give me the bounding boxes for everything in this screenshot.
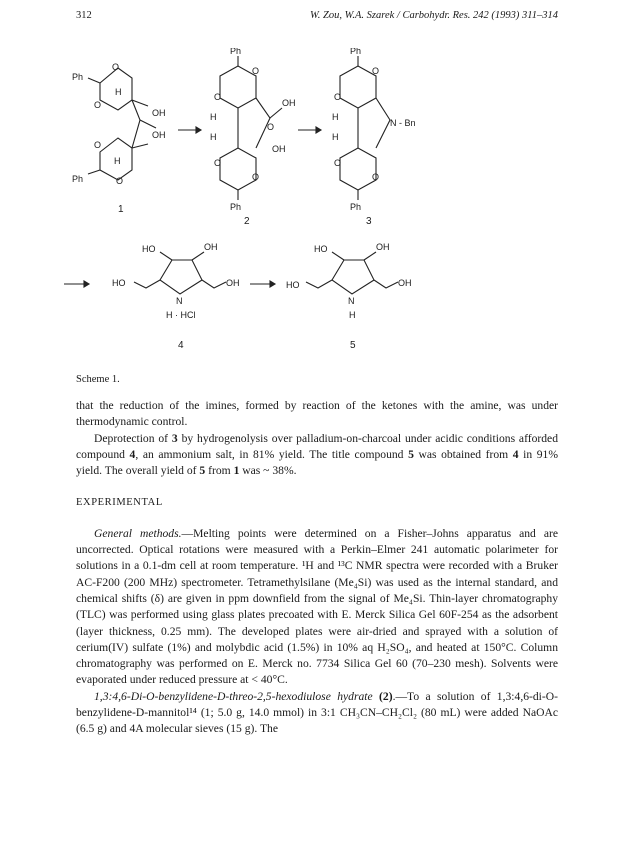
text-run: —Melting points were determined on a Fisher–Johns apparatus and are uncorrected. Optical rotations were measured with a Perkin–Elmer 241 automatic polarimeter for solutions in a 0.1-dm cell at room temperature. ¹H and ¹³C NMR spectra were recorded with a Bruker AC-F200 (200 MHz) spectrometer. Tetramethylsilane (Me₄Si) was used as the internal standard, and chemical shifts (δ) are given in ppm downfield from the signal of Me₄Si. Thin-layer chromatography (TLC) was performed using glass plates precoated with E. Merck Silica Gel 60F-254 as the adsorbent (layer thickness, 0.25 mm). The developed plates were air-dried and sprayed with a solution of cerium(IV) sulfate (1%) and molybdic acid (1.5%) in 10% aq H₂SO₄, and heated at 150°C. Column chromatography was performed on E. Merck no. 7734 Silica Gel 60 (70–230 mesh). Solvents were evaporated under reduced pressure at < 40°C. xyxy=(76,526,558,687)
c4-ho-2: HO xyxy=(112,278,126,288)
paragraph-title: General methods. xyxy=(94,526,182,540)
c4-hcl: H · HCl xyxy=(166,310,196,320)
compound-4-label: 4 xyxy=(178,340,184,351)
compound-5-structure xyxy=(286,242,412,351)
paragraph-deprotection xyxy=(76,431,558,480)
compound-ref: (2) xyxy=(379,689,393,703)
c5-ho-2: HO xyxy=(286,280,300,290)
compound-ref: 5 xyxy=(199,464,206,478)
text-run: , an ammonium salt, in 81% yield. The title compound xyxy=(135,447,409,461)
compound-ref: 4 xyxy=(129,447,136,461)
c1-h-2: H xyxy=(114,156,121,166)
compound-3-structure xyxy=(332,48,416,227)
c1-ph-bottom: Ph xyxy=(72,174,84,184)
c5-n: N xyxy=(348,296,355,306)
paragraph-continuation: that the reduction of the imines, formed by reaction of the ketones with the amine, was under thermodynamic control. xyxy=(76,399,558,429)
c3-o-1: O xyxy=(372,66,380,76)
c2-h-1: H xyxy=(210,112,217,122)
arrow-1-to-2 xyxy=(178,127,201,133)
arrow-3-to-4 xyxy=(64,281,89,287)
c3-h-1: H xyxy=(332,112,339,122)
c4-ho-1: HO xyxy=(142,244,156,254)
c1-ph-top: Ph xyxy=(72,72,84,82)
compound-ref: 4 xyxy=(512,447,519,461)
c2-oh-2: OH xyxy=(272,144,286,154)
compound-ref: 3 xyxy=(171,431,178,445)
c2-o-4: O xyxy=(252,172,260,182)
c4-oh-1: OH xyxy=(204,242,218,252)
compound-3-label: 3 xyxy=(366,216,372,227)
c5-ho-1: HO xyxy=(314,244,328,254)
c1-o-1: O xyxy=(112,62,120,72)
c3-n-bn: N - Bn xyxy=(390,118,416,128)
c2-o-bridge: O xyxy=(267,122,275,132)
c1-h-1: H xyxy=(115,87,122,97)
compound-5-label: 5 xyxy=(350,340,356,351)
paragraph-general-methods xyxy=(76,526,558,689)
compound-1-structure xyxy=(72,62,166,215)
c2-h-2: H xyxy=(210,132,217,142)
c5-oh-2: OH xyxy=(398,278,412,288)
c2-o-2: O xyxy=(214,92,222,102)
arrow-4-to-5 xyxy=(250,281,275,287)
c4-oh-2: OH xyxy=(226,278,240,288)
text-run: was ~ 38%. xyxy=(239,464,297,478)
compound-1-label: 1 xyxy=(118,204,124,215)
article-body xyxy=(76,398,558,738)
paragraph-compound-2-prep xyxy=(76,689,558,738)
compound-2-label: 2 xyxy=(244,216,250,227)
page-number: 312 xyxy=(76,10,92,21)
c2-ph-bottom: Ph xyxy=(230,202,242,212)
c2-ph-top: Ph xyxy=(230,48,242,56)
c4-n: N xyxy=(176,296,183,306)
compound-ref: 1 xyxy=(233,464,240,478)
text-run: was obtained from xyxy=(413,447,513,461)
text-run: from xyxy=(205,464,234,478)
c1-oh-1: OH xyxy=(152,108,166,118)
paragraph-title: 1,3:4,6-Di-O-benzylidene-D-threo-2,5-hexodiulose hydrate xyxy=(94,689,373,703)
reaction-scheme xyxy=(60,48,570,368)
c5-oh-1: OH xyxy=(376,242,390,252)
text-run: by hydrogenolysis over palladium-on-charcoal under acidic conditions afforded compound xyxy=(76,431,558,461)
arrow-2-to-3 xyxy=(298,127,321,133)
c2-o-1: O xyxy=(252,66,260,76)
c5-h: H xyxy=(349,310,356,320)
scheme-drawing xyxy=(60,48,570,368)
c3-o-4: O xyxy=(372,172,380,182)
c3-h-2: H xyxy=(332,132,339,142)
scheme-caption: Scheme 1. xyxy=(76,374,120,385)
compound-2-structure xyxy=(210,48,296,227)
c2-o-3: O xyxy=(214,158,222,168)
c3-o-2: O xyxy=(334,92,342,102)
c1-o-3: O xyxy=(94,140,102,150)
compound-ref: 5 xyxy=(408,447,414,461)
page-header xyxy=(76,10,558,26)
c1-o-4: O xyxy=(116,176,124,186)
c1-o-2: O xyxy=(94,100,102,110)
section-heading: EXPERIMENTAL xyxy=(76,497,163,509)
c2-oh-1: OH xyxy=(282,98,296,108)
compound-4-structure xyxy=(112,242,240,351)
text-run: in 91% yield. The overall yield of xyxy=(76,447,559,478)
c3-ph-top: Ph xyxy=(350,48,362,56)
text-run: Deprotection of xyxy=(94,431,172,445)
c3-ph-bottom: Ph xyxy=(350,202,362,212)
running-head: W. Zou, W.A. Szarek / Carbohydr. Res. 242 (1993) 311–314 xyxy=(309,10,558,21)
c1-oh-2: OH xyxy=(152,130,166,140)
text-run: .—To a solution of 1,3:4,6-di-O-benzylidene-D-mannitol¹⁴ (1; 5.0 g, 14.0 mmol) in 3:1 CH₃CN–CH₂Cl₂ (80 mL) were added NaOAc (6.5 g) and 4A molecular sieves (15 g). The xyxy=(76,689,558,736)
c3-o-3: O xyxy=(334,158,342,168)
